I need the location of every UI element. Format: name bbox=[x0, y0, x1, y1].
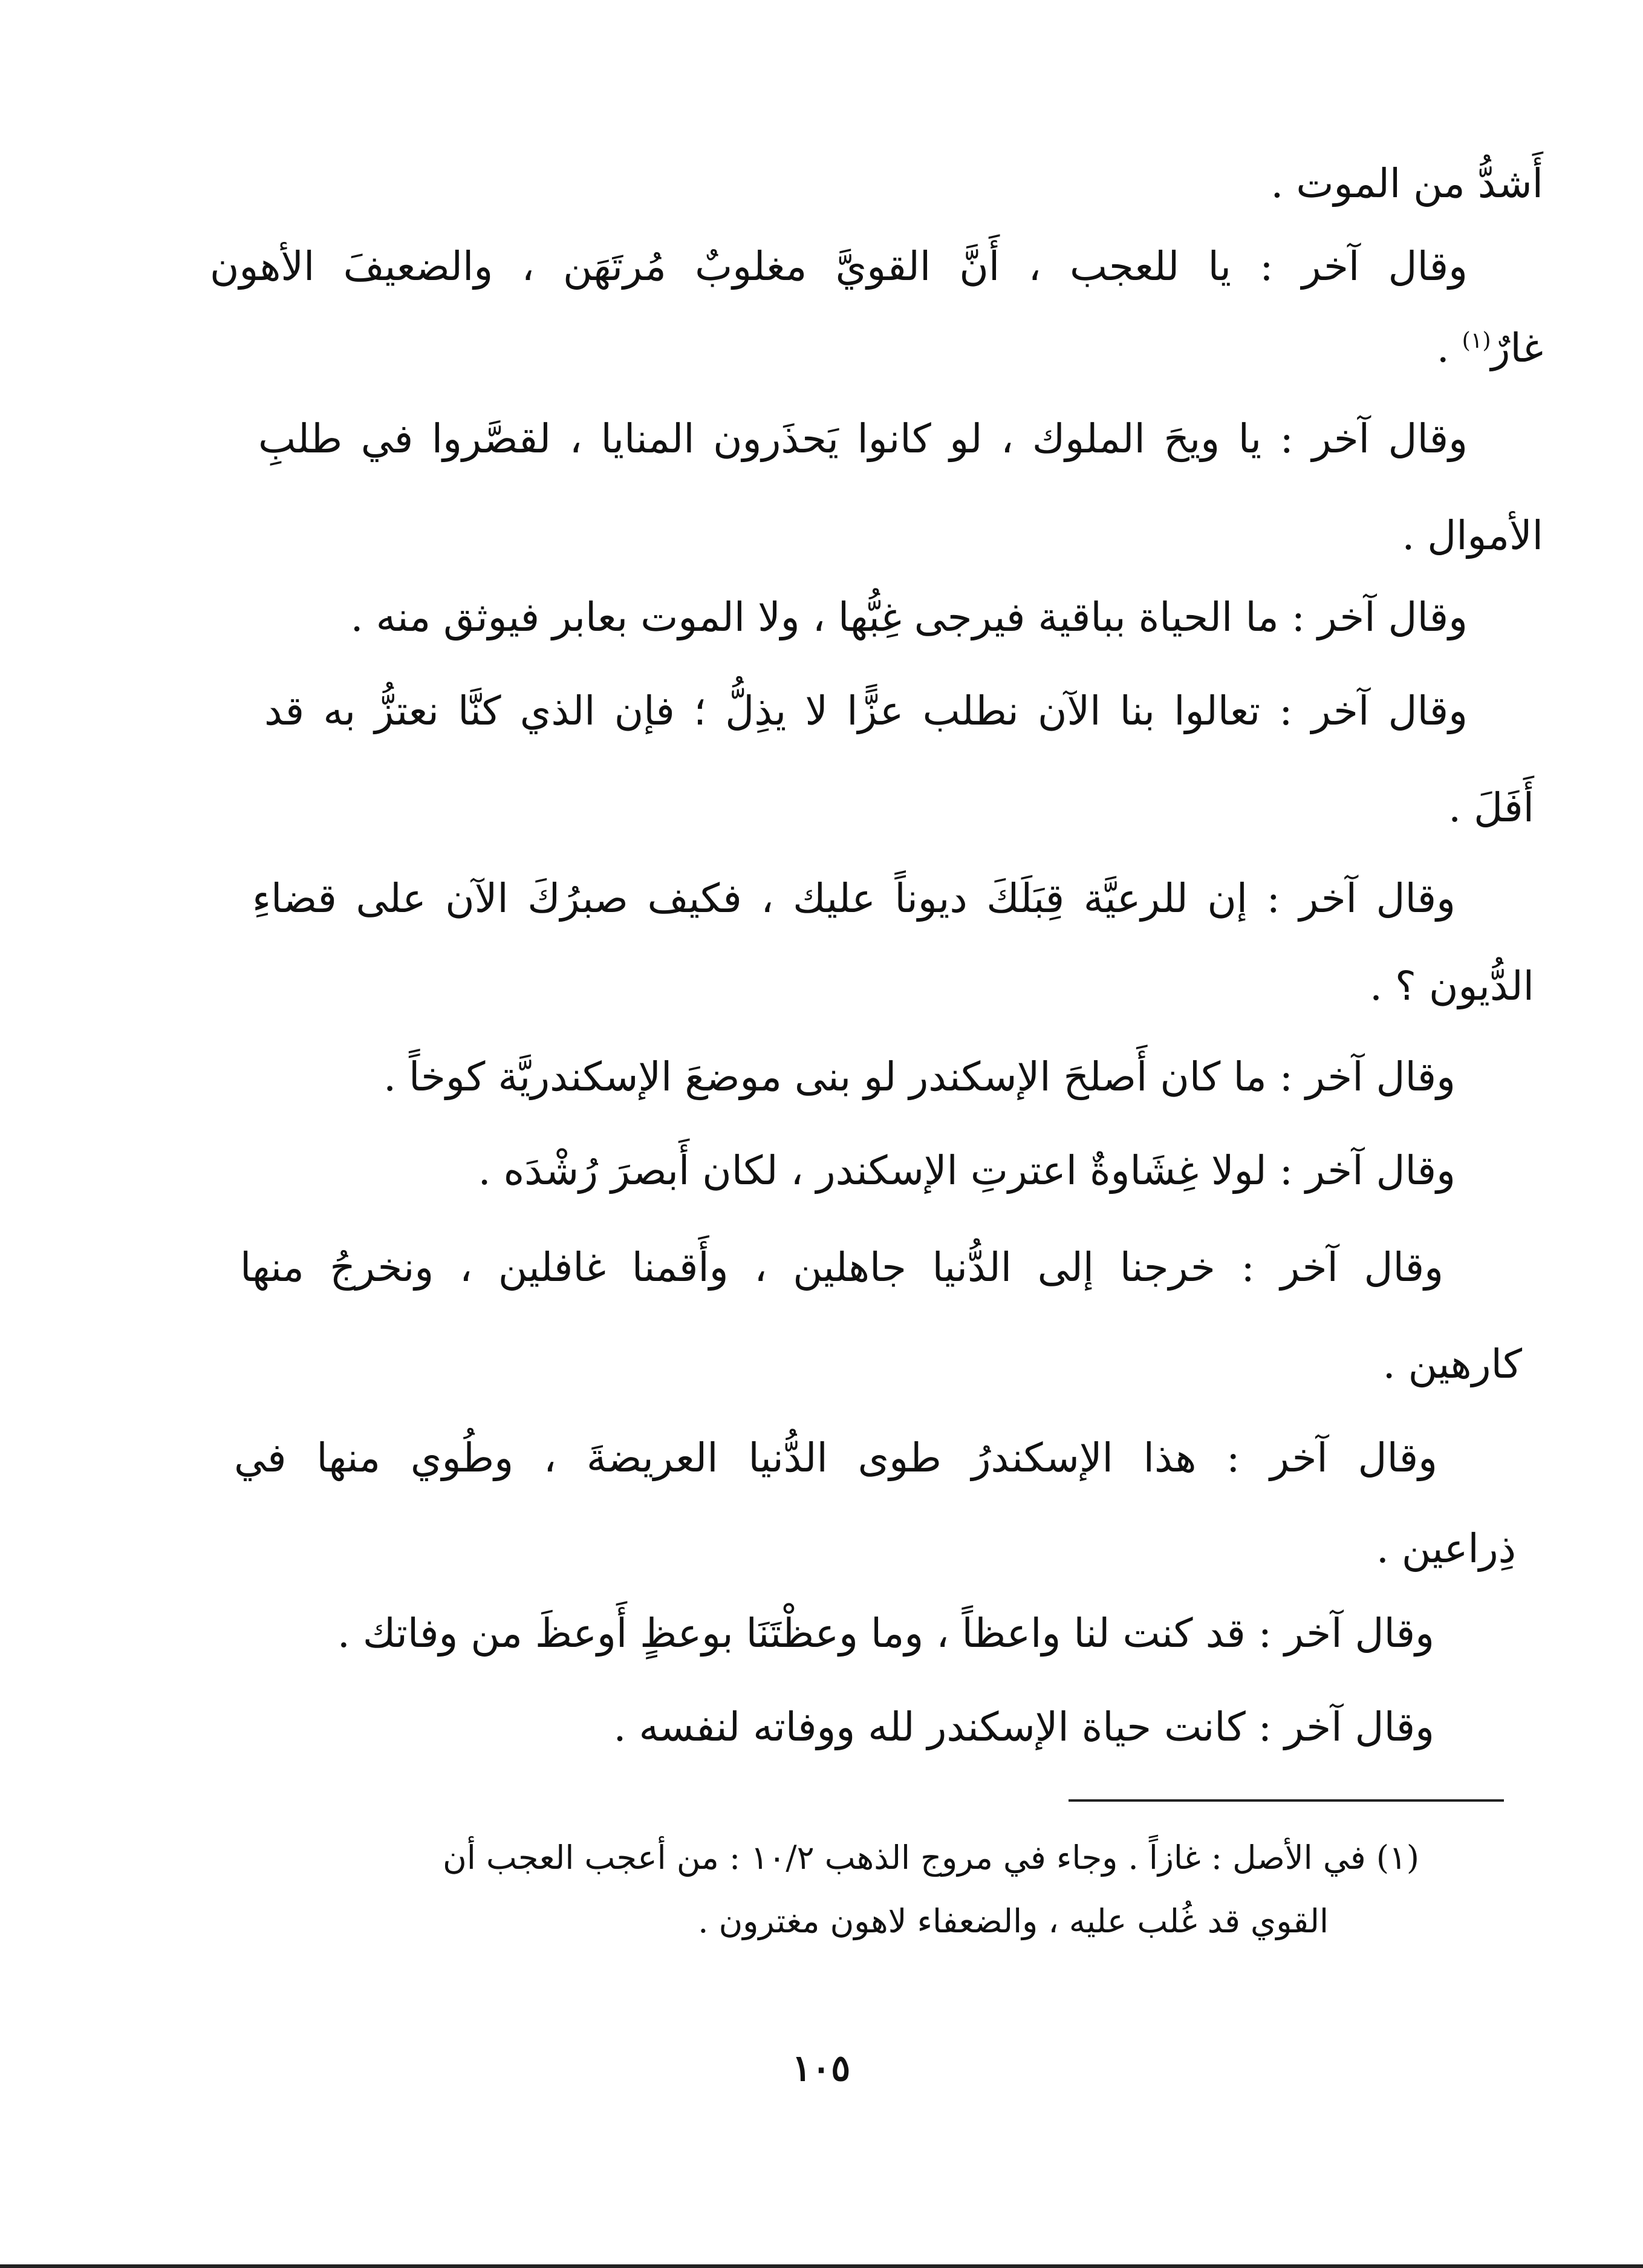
text-line-6: وقال آخر : ما الحياة بباقية فيرجى غِبُّها ، ولا الموت بعابر فيوثق منه . bbox=[350, 594, 1468, 640]
scan-edge-line bbox=[0, 2264, 1643, 2268]
text-line-18: وقال آخر : كانت حياة الإسكندر لله ووفاته لنفسه . bbox=[613, 1704, 1434, 1750]
text-line-3-word: غارٌ bbox=[1491, 325, 1543, 371]
text-line-9: وقال آخر : إن للرعيَّة قِبَلَكَ ديوناً عليك ، فكيف صبرُكَ الآن على قضاءِ bbox=[252, 875, 1456, 922]
text-line-1: أَشدُّ من الموت . bbox=[1270, 160, 1543, 207]
text-line-13: وقال آخر : خرجنا إلى الدُّنيا جاهلين ، وأَقمنا غافلين ، ونخرجُ منها bbox=[240, 1244, 1443, 1291]
footnote-line-2: القوي قد غُلب عليه ، والضعفاء لاهون مغترون . bbox=[698, 1902, 1329, 1940]
text-line-3-end: . bbox=[1436, 325, 1462, 371]
text-line-17: وقال آخر : قد كنت لنا واعظاً ، وما وعظْتَنَا بوعظٍ أَوعظَ من وفاتك . bbox=[337, 1610, 1434, 1657]
text-line-11: وقال آخر : ما كان أَصلحَ الإسكندر لو بنى موضعَ الإسكندريَّة كوخاً . bbox=[383, 1054, 1456, 1100]
text-line-14: كارهين . bbox=[1382, 1341, 1522, 1387]
text-line-10: الدُّيون ؟ . bbox=[1370, 963, 1534, 1009]
text-line-12: وقال آخر : لولا غِشَاوةٌ اعترتِ الإسكندر ، لكان أَبصرَ رُشْدَه . bbox=[478, 1147, 1456, 1194]
text-line-15: وقال آخر : هذا الإسكندرُ طوى الدُّنيا العريضةَ ، وطُوي منها في bbox=[234, 1435, 1437, 1481]
text-line-16: ذِراعين . bbox=[1376, 1525, 1516, 1572]
text-line-7: وقال آخر : تعالوا بنا الآن نطلب عزًّا لا يذِلُّ ؛ فإن الذي كنَّا نعتزُّ به قد bbox=[264, 688, 1468, 734]
footnote-line-1: (١) في الأصل : غازاً . وجاء في مروج الذهب ١٠/٢ : من أعجب العجب أن bbox=[443, 1839, 1419, 1877]
page-number: ١٠٥ bbox=[792, 2047, 851, 2090]
footnote-reference: (١) bbox=[1462, 327, 1491, 353]
footnote-separator bbox=[1069, 1799, 1504, 1802]
text-line-4: وقال آخر : يا ويحَ الملوك ، لو كانوا يَحذَرون المنايا ، لقصَّروا في طلبِ bbox=[258, 415, 1468, 462]
text-line-3 bbox=[1437, 327, 1543, 371]
text-line-8: أَفَلَ . bbox=[1448, 784, 1534, 831]
text-line-5: الأموال . bbox=[1402, 512, 1543, 559]
text-line-2: وقال آخر : يا للعجب ، أَنَّ القويَّ مغلوبٌ مُرتَهَن ، والضعيفَ الأهون bbox=[210, 243, 1468, 290]
